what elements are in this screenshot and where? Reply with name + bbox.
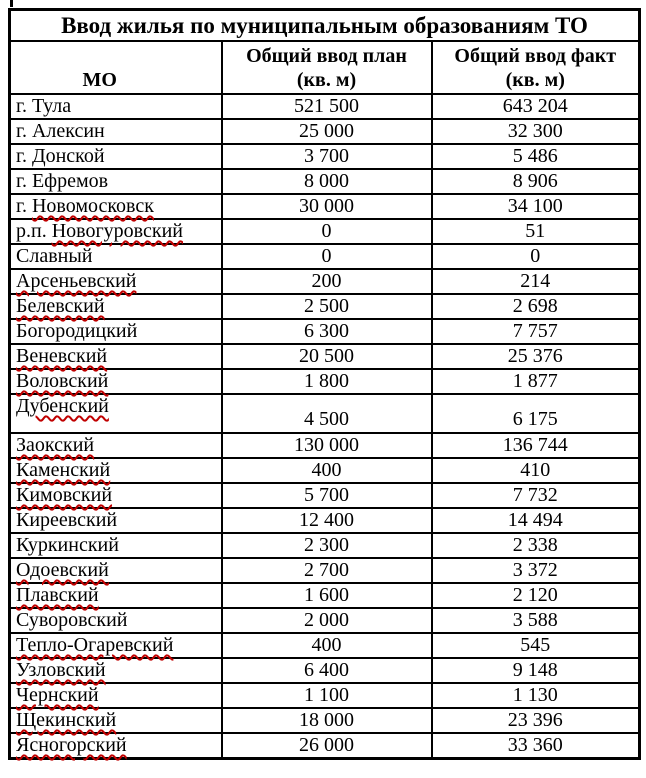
plan-value: 4 500 xyxy=(222,394,432,433)
mo-name: Дубенский xyxy=(16,395,109,417)
table-row xyxy=(10,458,640,483)
mo-name-cell xyxy=(10,269,222,294)
plan-value: 18 000 xyxy=(222,708,432,733)
mo-name: Арсеньевский xyxy=(16,270,137,292)
mo-name: Суворовский xyxy=(16,609,128,631)
fact-value: 1 130 xyxy=(432,683,640,708)
mo-name-cell xyxy=(10,144,222,169)
header-row xyxy=(10,41,640,94)
fact-value: 545 xyxy=(432,633,640,658)
plan-value: 26 000 xyxy=(222,733,432,759)
plan-value: 521 500 xyxy=(222,94,432,119)
column-header-plan-label: Общий ввод план xyxy=(246,44,407,67)
fact-value: 2 338 xyxy=(432,533,640,558)
plan-value: 3 700 xyxy=(222,144,432,169)
plan-value: 400 xyxy=(222,633,432,658)
mo-name: Ясногорский xyxy=(16,734,127,756)
plan-value: 1 600 xyxy=(222,583,432,608)
mo-name: Куркинский xyxy=(16,534,119,556)
plan-value: 30 000 xyxy=(222,194,432,219)
plan-value: 2 700 xyxy=(222,558,432,583)
table-row xyxy=(10,583,640,608)
plan-value: 1 800 xyxy=(222,369,432,394)
column-header-plan-unit: (кв. м) xyxy=(296,68,357,91)
column-header-mo-label: МО xyxy=(82,69,117,91)
table-title: Ввод жилья по муниципальным образованиям ТО xyxy=(10,10,640,42)
fact-value: 1 877 xyxy=(432,369,640,394)
fact-value: 33 360 xyxy=(432,733,640,759)
table-row xyxy=(10,608,640,633)
fact-value: 14 494 xyxy=(432,508,640,533)
plan-value: 2 300 xyxy=(222,533,432,558)
mo-name-cell xyxy=(10,633,222,658)
plan-value: 0 xyxy=(222,244,432,269)
mo-prefix: г. xyxy=(16,170,32,192)
mo-name: Воловский xyxy=(16,370,109,392)
table-anchor-artifact xyxy=(10,0,13,7)
mo-prefix: р.п. xyxy=(16,220,52,242)
mo-name-cell xyxy=(10,433,222,458)
plan-value: 400 xyxy=(222,458,432,483)
mo-name-cell xyxy=(10,533,222,558)
table-row xyxy=(10,269,640,294)
fact-value: 214 xyxy=(432,269,640,294)
mo-name-cell xyxy=(10,369,222,394)
fact-value: 2 698 xyxy=(432,294,640,319)
table-row xyxy=(10,483,640,508)
table-row xyxy=(10,319,640,344)
fact-value: 410 xyxy=(432,458,640,483)
table-row xyxy=(10,344,640,369)
mo-name: Чернский xyxy=(16,684,99,706)
mo-name: Богородицкий xyxy=(16,320,138,342)
mo-name: Донской xyxy=(31,145,105,167)
mo-name-cell xyxy=(10,169,222,194)
table-row xyxy=(10,194,640,219)
mo-name-cell xyxy=(10,483,222,508)
mo-name-cell xyxy=(10,294,222,319)
mo-name-cell xyxy=(10,219,222,244)
title-row xyxy=(10,10,640,42)
mo-name-cell xyxy=(10,708,222,733)
table-row xyxy=(10,394,640,433)
mo-name: Славный xyxy=(16,245,93,267)
plan-value: 130 000 xyxy=(222,433,432,458)
table-row xyxy=(10,658,640,683)
mo-prefix: г. xyxy=(16,145,32,167)
mo-name: Новогуровский xyxy=(51,220,183,242)
table-body xyxy=(10,94,640,759)
mo-name-cell xyxy=(10,319,222,344)
plan-value: 2 500 xyxy=(222,294,432,319)
fact-value: 51 xyxy=(432,219,640,244)
table-row xyxy=(10,708,640,733)
mo-name: Тепло-Огаревский xyxy=(16,634,174,656)
plan-value: 6 400 xyxy=(222,658,432,683)
mo-name: Ефремов xyxy=(31,170,109,192)
plan-value: 200 xyxy=(222,269,432,294)
mo-name-cell xyxy=(10,558,222,583)
table-row xyxy=(10,169,640,194)
mo-name-cell xyxy=(10,458,222,483)
mo-name: Каменский xyxy=(16,459,111,481)
mo-prefix: г. xyxy=(16,195,32,217)
plan-value: 12 400 xyxy=(222,508,432,533)
table-row xyxy=(10,633,640,658)
mo-name: Узловский xyxy=(16,659,106,681)
table-row xyxy=(10,733,640,759)
fact-value: 25 376 xyxy=(432,344,640,369)
plan-value: 8 000 xyxy=(222,169,432,194)
table-row xyxy=(10,683,640,708)
plan-value: 2 000 xyxy=(222,608,432,633)
fact-value: 23 396 xyxy=(432,708,640,733)
fact-value: 34 100 xyxy=(432,194,640,219)
mo-name: Белевский xyxy=(16,295,105,317)
fact-value: 7 757 xyxy=(432,319,640,344)
table-row xyxy=(10,508,640,533)
mo-name-cell xyxy=(10,583,222,608)
fact-value: 5 486 xyxy=(432,144,640,169)
mo-name-cell xyxy=(10,658,222,683)
column-header-fact xyxy=(432,41,640,94)
mo-name: Веневский xyxy=(16,345,108,367)
mo-name-cell xyxy=(10,733,222,759)
table-row xyxy=(10,94,640,119)
table-row xyxy=(10,433,640,458)
column-header-fact-label: Общий ввод факт xyxy=(454,44,617,67)
mo-name: Новомосковск xyxy=(31,195,154,217)
fact-value: 6 175 xyxy=(432,394,640,433)
mo-prefix: г. xyxy=(16,120,32,142)
table-row xyxy=(10,144,640,169)
mo-name: Одоевский xyxy=(16,559,109,581)
table-row xyxy=(10,533,640,558)
column-header-fact-unit: (кв. м) xyxy=(505,68,565,91)
mo-name-cell xyxy=(10,394,222,433)
plan-value: 5 700 xyxy=(222,483,432,508)
fact-value: 3 588 xyxy=(432,608,640,633)
fact-value: 8 906 xyxy=(432,169,640,194)
table-row xyxy=(10,244,640,269)
mo-name-cell xyxy=(10,683,222,708)
column-header-mo xyxy=(10,41,222,94)
mo-name-cell xyxy=(10,608,222,633)
table-row xyxy=(10,369,640,394)
plan-value: 20 500 xyxy=(222,344,432,369)
fact-value: 643 204 xyxy=(432,94,640,119)
plan-value: 6 300 xyxy=(222,319,432,344)
fact-value: 7 732 xyxy=(432,483,640,508)
plan-value: 0 xyxy=(222,219,432,244)
mo-name-cell xyxy=(10,119,222,144)
table-row xyxy=(10,219,640,244)
mo-name-cell xyxy=(10,194,222,219)
table-row xyxy=(10,294,640,319)
mo-name: Заокский xyxy=(16,434,95,456)
mo-name: Алексин xyxy=(31,120,105,142)
column-header-plan xyxy=(222,41,432,94)
fact-value: 3 372 xyxy=(432,558,640,583)
table-row xyxy=(10,119,640,144)
mo-name: Щекинский xyxy=(16,709,117,731)
plan-value: 25 000 xyxy=(222,119,432,144)
mo-prefix: г. xyxy=(16,95,32,117)
table-row xyxy=(10,558,640,583)
mo-name-cell xyxy=(10,94,222,119)
mo-name: Киреевский xyxy=(16,509,118,531)
mo-name-cell xyxy=(10,244,222,269)
mo-name-cell xyxy=(10,508,222,533)
plan-value: 1 100 xyxy=(222,683,432,708)
fact-value: 9 148 xyxy=(432,658,640,683)
mo-name: Плавский xyxy=(16,584,99,606)
mo-name: Тула xyxy=(31,95,72,117)
fact-value: 2 120 xyxy=(432,583,640,608)
mo-name: Кимовский xyxy=(16,484,113,506)
mo-name-cell xyxy=(10,344,222,369)
fact-value: 136 744 xyxy=(432,433,640,458)
fact-value: 0 xyxy=(432,244,640,269)
fact-value: 32 300 xyxy=(432,119,640,144)
housing-table xyxy=(8,8,641,760)
